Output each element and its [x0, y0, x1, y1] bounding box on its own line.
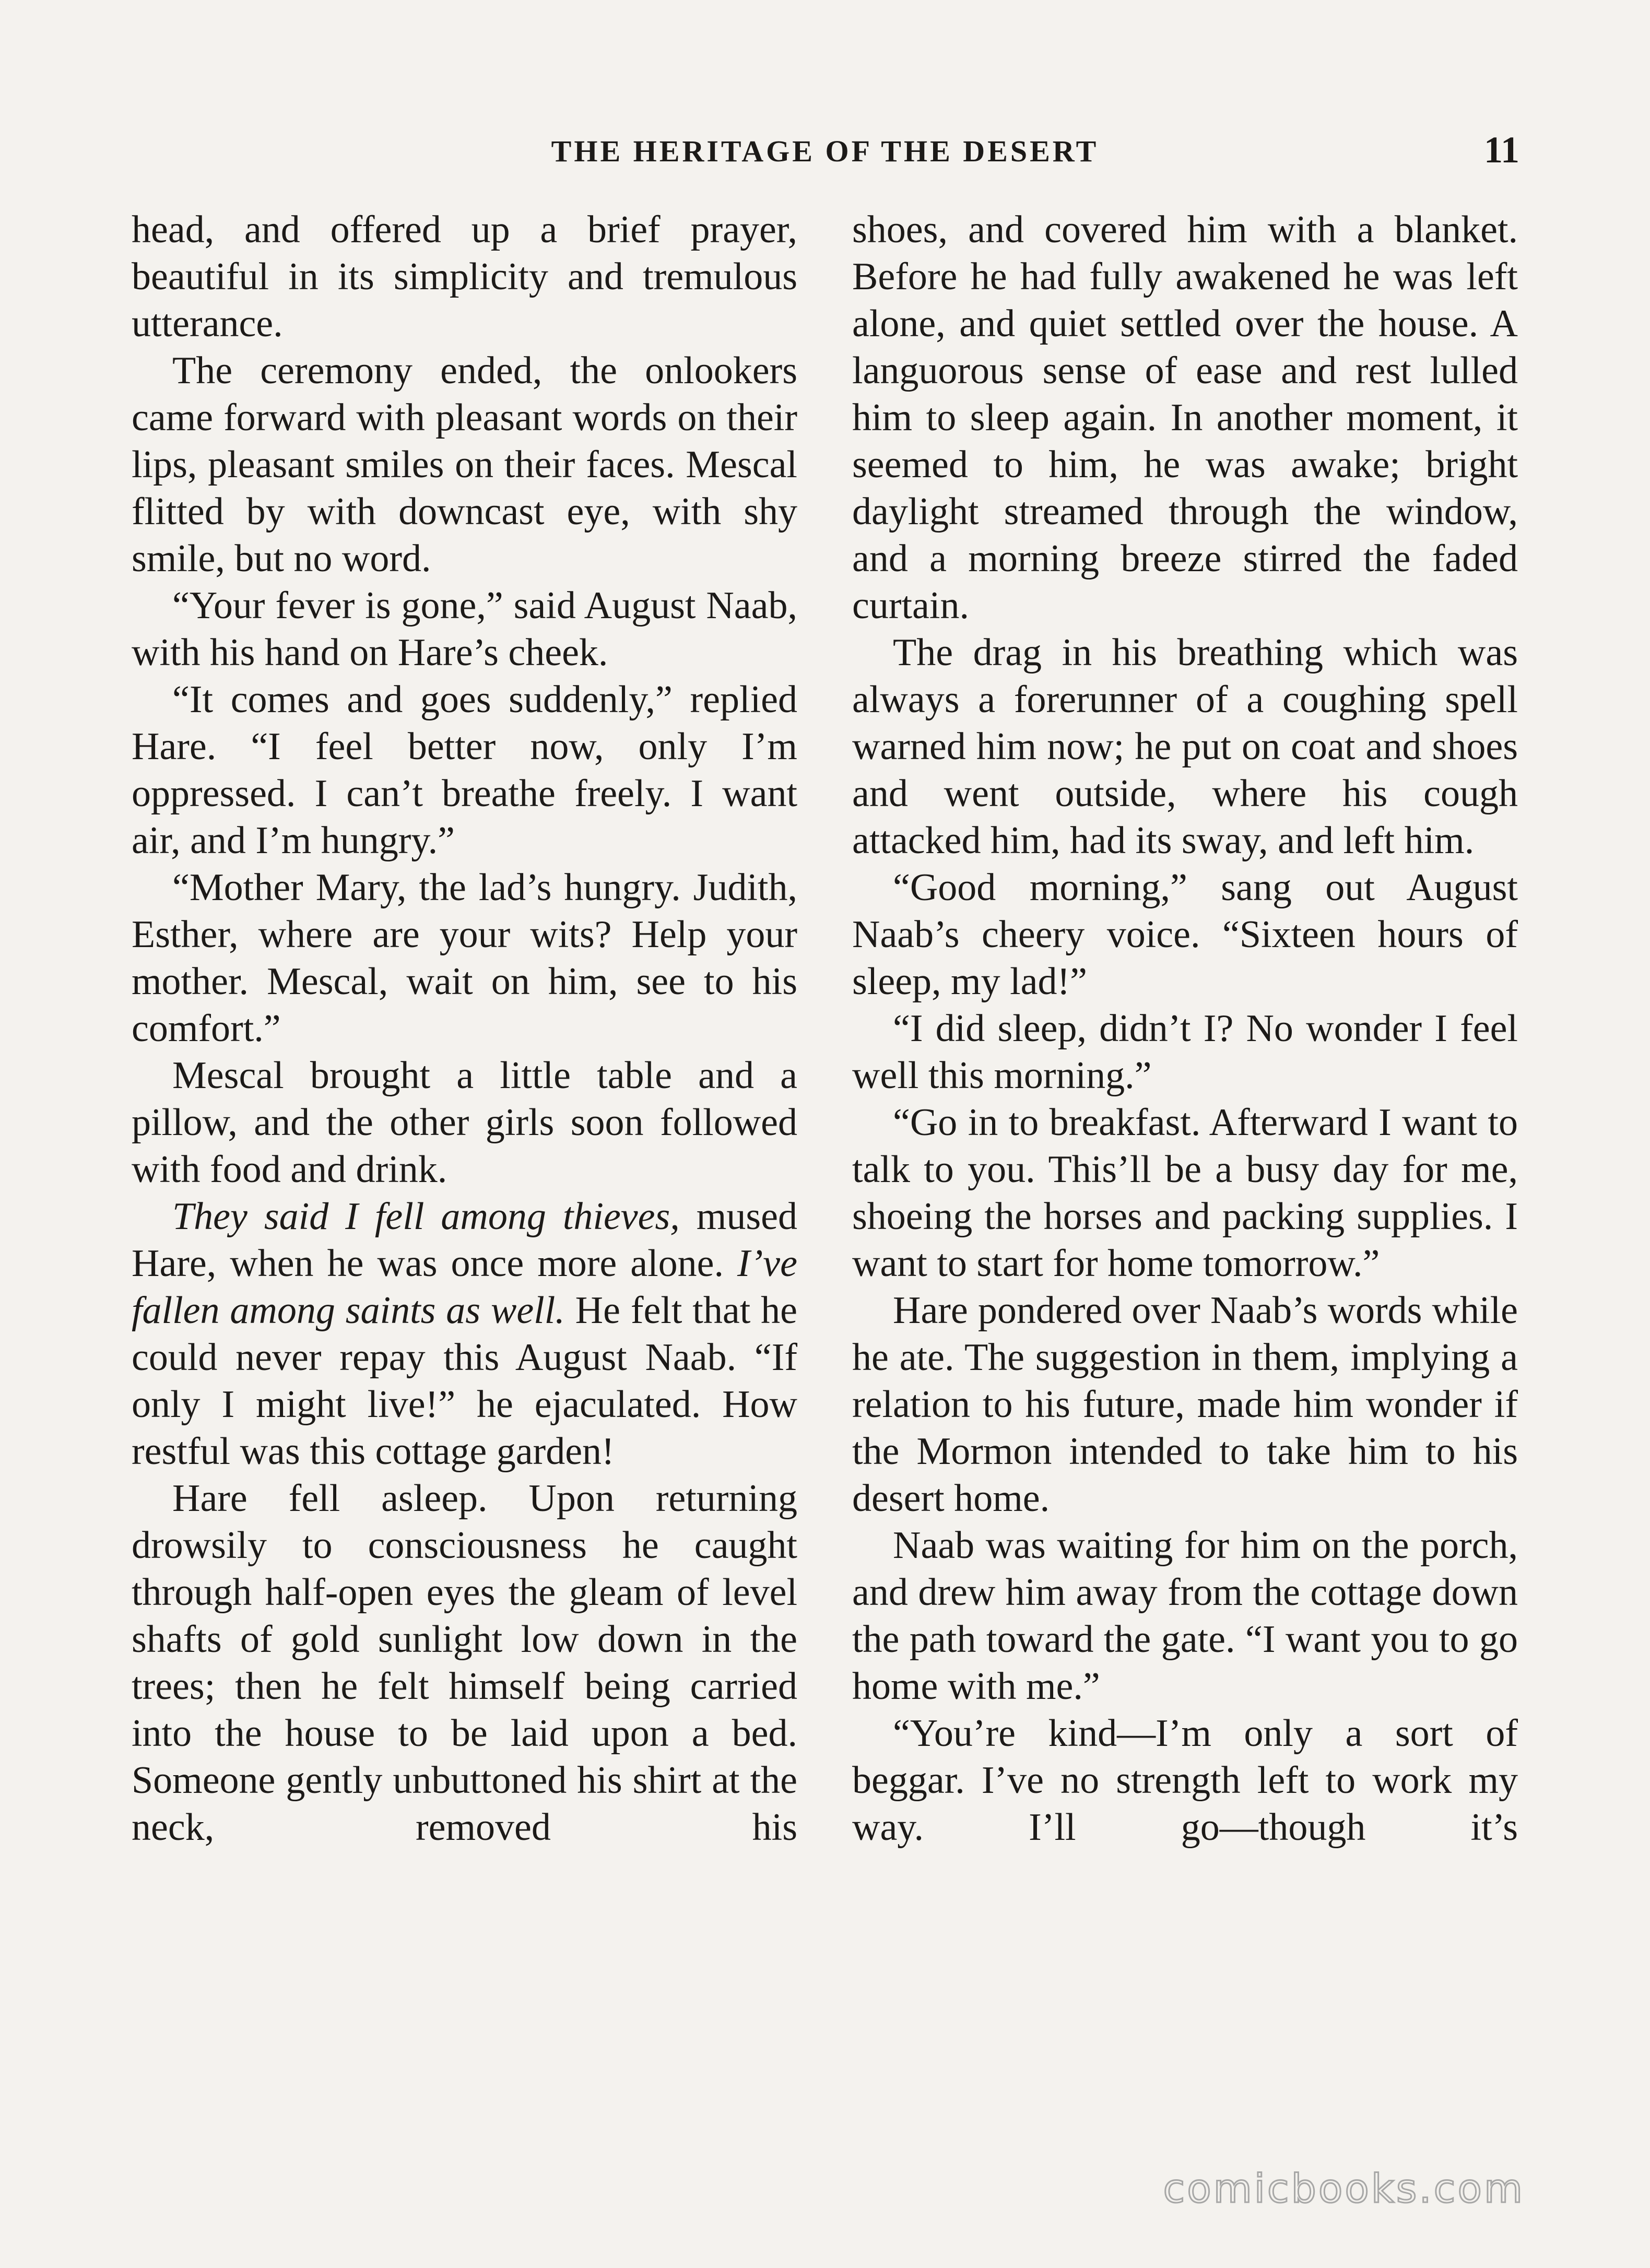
- paragraph: Hare pondered over Naab’s words while he ate. The suggestion in them, implying a relation to his future, made him wonder if the Mormon intended to take him to his desert home.: [852, 1289, 1518, 1520]
- paragraph: The drag in his breathing which was always a forerunner of a coughing spell warned him now; he put on coat and shoes and went outside, where his cough attacked him, had its sway, and left him.: [852, 631, 1518, 862]
- paragraph: Naab was waiting for him on the porch, and drew him away from the cottage down the path toward the gate. “I want you to go home with me.”: [852, 1524, 1518, 1708]
- paragraph: Hare fell asleep. Upon returning drowsily to consciousness he caught through half-open eyes the gleam of level shafts of gold sunlight low down in the trees; then he felt himself being carried into the house to be laid upon a bed. Someone gently unbuttoned his shirt at the neck, removed his: [132, 1477, 797, 1849]
- left-column: [132, 206, 797, 1851]
- paragraph: “Go in to breakfast. Afterward I want to talk to you. This’ll be a busy day for me, shoeing the horses and packing supplies. I want to start for home tomorrow.”: [852, 1101, 1518, 1285]
- italic-thought: They said I fell among thieves,: [172, 1195, 680, 1238]
- paragraph: shoes, and covered him with a blanket. Before he had fully awakened he was left alone, and quiet settled over the house. A languorous sense of ease and rest lulled him to sleep again. In another moment, it seemed to him, he was awake; bright daylight streamed through the window, and a morning breeze stirred the faded curtain.: [852, 208, 1518, 627]
- paragraph-text: mused Hare, when he was once more alone.: [132, 1195, 798, 1285]
- paragraph: head, and offered up a brief prayer, beautiful in its simplicity and tremulous utterance.: [132, 208, 797, 345]
- watermark: comicbooks.com: [1163, 2165, 1525, 2212]
- paragraph: [132, 1193, 797, 1475]
- paragraph: “It comes and goes suddenly,” replied Hare. “I feel better now, only I’m oppressed. I can’t breathe freely. I want air, and I’m hungry.”: [132, 678, 797, 862]
- paragraph: Mescal brought a little table and a pillow, and the other girls soon followed with food and drink.: [132, 1054, 797, 1191]
- running-title: THE HERITAGE OF THE DESERT: [551, 134, 1099, 168]
- italic-thought: I’ve fallen among saints as well.: [132, 1242, 797, 1332]
- running-header: [131, 131, 1519, 188]
- paragraph-text: He felt that he could never repay this August Naab. “If only I might live!” he ejaculated. How restful was this cottage garden!: [132, 1289, 797, 1473]
- paragraph: “Mother Mary, the lad’s hungry. Judith, Esther, where are your wits? Help your mother. Mescal, wait on him, see to his comfort.”: [132, 866, 797, 1050]
- right-column: [852, 206, 1518, 1851]
- paragraph: “I did sleep, didn’t I? No wonder I feel well this morning.”: [852, 1007, 1518, 1097]
- paragraph: The ceremony ended, the onlookers came forward with pleasant words on their lips, pleasant smiles on their faces. Mescal flitted by with downcast eye, with shy smile, but no word.: [132, 349, 797, 580]
- paragraph: “Your fever is gone,” said August Naab, with his hand on Hare’s cheek.: [132, 584, 797, 674]
- page-number: 11: [1483, 129, 1519, 171]
- paragraph: “You’re kind—I’m only a sort of beggar. I’ve no strength left to work my way. I’ll go—though it’s: [852, 1712, 1518, 1849]
- paragraph: “Good morning,” sang out August Naab’s cheery voice. “Sixteen hours of sleep, my lad!”: [852, 866, 1518, 1003]
